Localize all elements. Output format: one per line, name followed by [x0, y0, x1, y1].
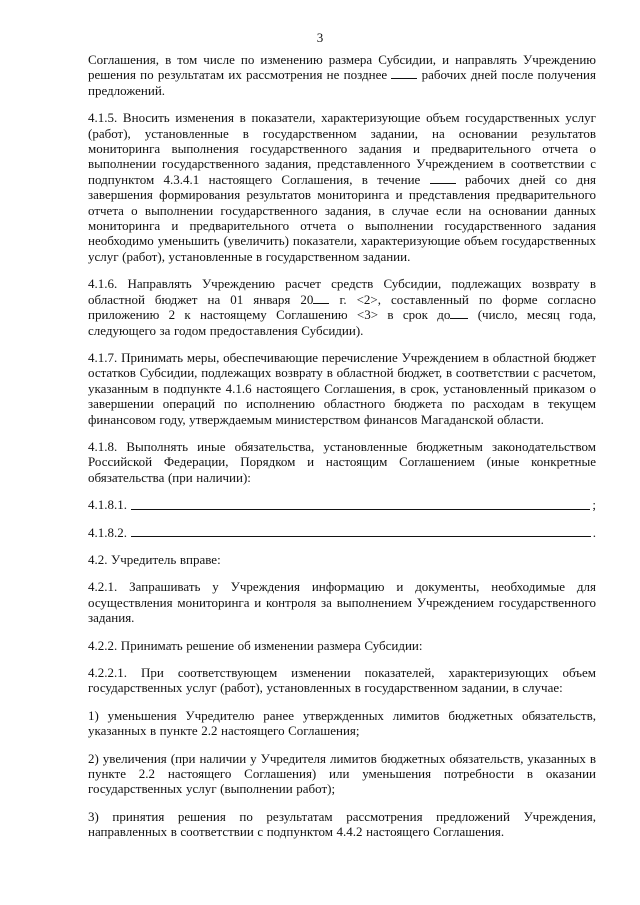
- paragraph-4-2-1: 4.2.1. Запрашивать у Учреждения информацию и документы, необходимые для осуществления мониторинга и контроля за выполнением Учреждением государственного задания.: [88, 579, 596, 626]
- page-number: 3: [316, 30, 324, 45]
- paragraph-text: Соглашения, в том числе по изменению размера Субсидии, и направлять Учреждению решения по результатам их рассмотрения не позднее: [88, 52, 596, 83]
- fill-line-rule: [131, 525, 591, 537]
- paragraph-4-1-6: [88, 276, 596, 338]
- blank-field: [313, 302, 329, 304]
- document-body: [88, 52, 596, 852]
- paragraph-text: 4.1.5. Вносить изменения в показатели, характеризующие объем государственных услуг (работ), установленные в государственном задании, на основании результатов мониторинга выполнения государственного задания и предварительного отчета о выполнении государственного задания, представленного Учреждением в соответствии с подпунктом 4.3.4.1 настоящего Соглашения, в течение: [88, 110, 596, 187]
- fill-line-4-1-8-1: [88, 497, 596, 512]
- fill-line-label: 4.1.8.2.: [88, 524, 127, 540]
- paragraph-text: рабочих дней со дня завершения формирования результатов мониторинга и представления предварительного отчета о выполнении государственного задания, в случае если на основании данных мониторинга и предварительного отчета о выполнении государственного задания необходимо уменьшить (увеличить) показатели, характеризующие объем государственных услуг (работ), установленные в государственном задании.: [88, 171, 596, 264]
- list-item-1: 1) уменьшения Учредителю ранее утвержденных лимитов бюджетных обязательств, указанных в пункте 2.2 настоящего Соглашения;: [88, 707, 596, 739]
- fill-line-end: .: [592, 524, 596, 540]
- paragraph-4-2: 4.2. Учредитель вправе:: [88, 551, 221, 567]
- list-item-2: 2) увеличения (при наличии у Учредителя лимитов бюджетных обязательств, указанных в пункте 2.2 настоящего Соглашения) или уменьшения потребности в оказании государственных услуг (выполнении работ);: [88, 750, 596, 797]
- paragraph-text: (число, месяц года, следующего за годом предоставления Субсидии).: [88, 307, 596, 338]
- paragraph-text: рабочих дней после получения предложений.: [88, 67, 596, 98]
- fill-line-label: 4.1.8.1.: [88, 497, 127, 513]
- fill-line-end: ;: [592, 497, 596, 513]
- paragraph-text: 4.1.6. Направлять Учреждению расчет средств Субсидии, подлежащих возврату в областной бюджет на 01 января 20: [88, 276, 596, 307]
- blank-field: [391, 77, 417, 79]
- fill-line-rule: [131, 498, 590, 510]
- paragraph-4-1-5: [88, 110, 596, 264]
- paragraph-4-1-8: 4.1.8. Выполнять иные обязательства, установленные бюджетным законодательством Российской Федерации, Порядком и настоящим Соглашением (иные конкретные обязательства (при наличии):: [88, 438, 596, 485]
- blank-field: [450, 317, 468, 319]
- paragraph-continuation: [88, 52, 596, 98]
- blank-field: [430, 182, 456, 184]
- paragraph-4-2-2: 4.2.2. Принимать решение об изменении размера Субсидии:: [88, 637, 423, 653]
- list-item-3: 3) принятия решения по результатам рассмотрения предложений Учреждения, направленных в соответствии с подпунктом 4.4.2 настоящего Соглашения.: [88, 808, 596, 840]
- paragraph-text: г. <2>, составленный по форме согласно приложению 2 к настоящему Соглашению <3> в срок до: [88, 291, 596, 323]
- paragraph-4-2-2-1: 4.2.2.1. При соответствующем изменении показателей, характеризующих объем государственных услуг (работ), установленных в государственном задании, в случае:: [88, 665, 596, 696]
- paragraph-4-1-7: 4.1.7. Принимать меры, обеспечивающие перечисление Учреждением в областной бюджет остатков Субсидии, подлежащих возврату в областной бюджет, в соответствии с расчетом, указанным в подпункте 4.1.6 настоящего Соглашения, в срок, установленный приказом о завершении операций по исполнению областного бюджета по расходам в текущем финансовом году, утверждаемым министерством финансов Магаданской области.: [88, 349, 596, 427]
- fill-line-4-1-8-2: [88, 525, 596, 540]
